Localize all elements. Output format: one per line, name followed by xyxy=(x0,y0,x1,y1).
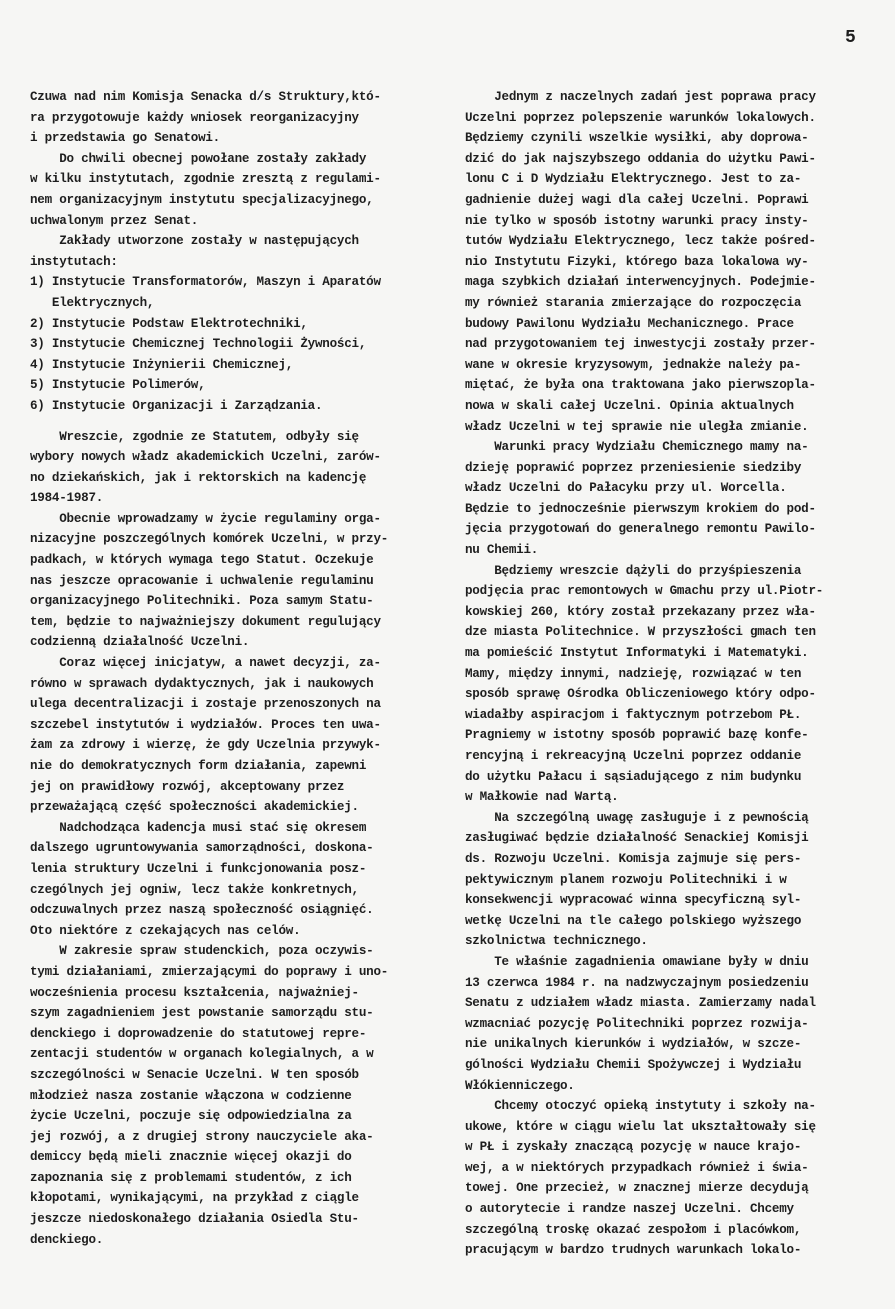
text-line: miętać, że była ona traktowana jako pierwszopla- xyxy=(465,378,816,393)
text-line: gólności Wydziału Chemii Spożywczej i Wydziału xyxy=(465,1057,802,1072)
text-line: odczuwalnych przez naszą społeczność osiągnięć. xyxy=(30,903,374,918)
text-line: rencyjną i rekreacyjną Uczelni poprzez oddanie xyxy=(465,749,802,763)
text-line: szczególności w Senacie Uczelni. W ten sposób xyxy=(30,1067,359,1082)
text-line: towej. One przecież, w znacznej mierze decydują xyxy=(465,1181,809,1196)
text-line: Zakłady utworzone zostały w następujących xyxy=(30,234,359,249)
text-line: 6) Instytucie Organizacji i Zarządzania. xyxy=(30,398,323,413)
text-line: denckiego i doprowadzenie do statutowej repre- xyxy=(30,1026,367,1041)
text-line: nizacyjne poszczególnych komórek Uczelni, w przy- xyxy=(30,532,389,547)
text-line: wiadałby aspiracjom i faktycznym potrzebom PŁ. xyxy=(465,707,802,722)
text-line: dzieję poprawić poprzez przeniesienie siedziby xyxy=(465,460,802,475)
text-line: przeważającą część społeczności akademickiej. xyxy=(30,800,359,815)
text-line: Jednym z naczelnych zadań jest poprawa pracy xyxy=(465,90,816,104)
text-line: nowa w skali całej Uczelni. Opinia aktualnych xyxy=(465,398,794,413)
text-line: zentacji studentów w organach kolegialnych, a w xyxy=(30,1047,374,1062)
right-column xyxy=(465,87,875,1261)
text-line: Senatu z udziałem władz miasta. Zamierzamy nadal xyxy=(465,996,816,1011)
text-line: denckiego. xyxy=(30,1232,104,1247)
text-line: Do chwili obecnej powołane zostały zakłady xyxy=(30,151,367,166)
text-line: życie Uczelni, poczuje się odpowiedzialna za xyxy=(30,1109,352,1124)
text-line: W zakresie spraw studenckich, poza oczywis- xyxy=(30,944,374,959)
text-line: 3) Instytucie Chemicznej Technologii Żywności, xyxy=(30,337,367,352)
text-line: wej, a w niektórych przypadkach również i świa- xyxy=(465,1160,809,1175)
text-line: 1) Instytucie Transformatorów, Maszyn i Aparatów xyxy=(30,275,381,290)
text-line: nad przygotowaniem tej inwestycji zostały przer- xyxy=(465,337,816,352)
text-line: Te właśnie zagadnienia omawiane były w dniu xyxy=(465,954,809,969)
text-line: władz Uczelni w tej sprawie nie uległa zmianie. xyxy=(465,419,809,434)
text-line: nio Instytutu Fizyki, którego baza lokalowa wy- xyxy=(465,254,809,269)
text-line: jeszcze niedoskonałego działania Osiedla Stu- xyxy=(30,1212,359,1227)
text-line: 4) Instytucie Inżynierii Chemicznej, xyxy=(30,357,294,372)
text-line: nas jeszcze opracowanie i uchwalenie regulaminu xyxy=(30,573,374,588)
text-line: zapoznania się z problemami studentów, z ich xyxy=(30,1170,352,1185)
text-line: wane w okresie kryzysowym, jednakże należy pa- xyxy=(465,357,802,372)
text-line: 13 czerwca 1984 r. na nadzwyczajnym posiedzeniu xyxy=(465,975,809,990)
text-line: zasługiwać będzie działalność Senackiej Komisji xyxy=(465,831,809,846)
text-line: maga szybkich działań interwencyjnych. Podejmie- xyxy=(465,275,816,290)
text-line: lonu C i D Wydziału Elektrycznego. Jest to za- xyxy=(465,172,802,187)
paragraph-gap xyxy=(30,417,440,427)
text-line: Będziemy wreszcie dążyli do przyśpieszenia xyxy=(465,563,802,578)
text-line: Oto niektóre z czekających nas celów. xyxy=(30,923,301,938)
text-line: i przedstawia go Senatowi. xyxy=(30,131,220,146)
text-line: uchwalonym przez Senat. xyxy=(30,213,199,228)
text-line: Pragniemy w istotny sposób poprawić bazę konfe- xyxy=(465,728,809,743)
text-line: padkach, w których wymaga tego Statut. Oczekuje xyxy=(30,553,374,568)
text-line: ra przygotowuje każdy wniosek reorganizacyjny xyxy=(30,110,359,125)
text-line: równo w sprawach dydaktycznych, jak i naukowych xyxy=(30,676,374,691)
text-line: lenia struktury Uczelni i funkcjonowania posz- xyxy=(30,861,367,876)
text-line: ulega decentralizacji i zostaje przenoszonych na xyxy=(30,697,381,712)
text-line: gadnienie dużej wagi dla całej Uczelni. Poprawi xyxy=(465,192,809,207)
text-line: w PŁ i zyskały znaczącą pozycję w nauce krajo- xyxy=(465,1140,802,1155)
text-line: Warunki pracy Wydziału Chemicznego mamy na- xyxy=(465,440,809,455)
text-line: budowy Pawilonu Wydziału Mechanicznego. Prace xyxy=(465,316,794,331)
text-line: nu Chemii. xyxy=(465,543,539,558)
text-line: Włókienniczego. xyxy=(465,1078,575,1093)
text-line: wetkę Uczelni na tle całego polskiego wyższego xyxy=(465,913,802,928)
text-line: tymi działaniami, zmierzającymi do poprawy i uno- xyxy=(30,964,389,979)
text-line: Czuwa nad nim Komisja Senacka d/s Struktury,któ- xyxy=(30,90,381,104)
text-line: instytutach: xyxy=(30,254,118,269)
text-line: w kilku instytutach, zgodnie zresztą z regulami- xyxy=(30,172,381,187)
text-line: demiccy będą mieli znacznie więcej okazji do xyxy=(30,1150,352,1165)
text-line: Coraz więcej inicjatyw, a nawet decyzji, za- xyxy=(30,656,381,671)
text-line: tutów Wydziału Elektrycznego, lecz także pośred- xyxy=(465,234,816,249)
text-line: o autorytecie i randze naszej Uczelni. Chcemy xyxy=(465,1202,794,1217)
text-line: Będziemy czynili wszelkie wysiłki, aby doprowa- xyxy=(465,131,809,146)
text-line: nem organizacyjnym instytutu specjalizacyjnego, xyxy=(30,192,374,207)
text-line: Wreszcie, zgodnie ze Statutem, odbyły się xyxy=(30,429,359,444)
text-line: organizacyjnego Politechniki. Poza samym Statu- xyxy=(30,594,374,609)
text-line: jej rozwój, a z drugiej strony nauczyciele aka- xyxy=(30,1129,374,1144)
text-line: ds. Rozwoju Uczelni. Komisja zajmuje się pers- xyxy=(465,851,802,866)
text-line: czególnych jej ogniw, lecz także konkretnych, xyxy=(30,882,359,897)
text-line: szkolnictwa technicznego. xyxy=(465,934,648,949)
text-line: Obecnie wprowadzamy w życie regulaminy orga- xyxy=(30,511,381,526)
text-line: Mamy, między innymi, nadzieję, rozwiązać w ten xyxy=(465,666,802,681)
text-line: dze miasta Politechnice. W przyszłości gmach ten xyxy=(465,625,816,640)
text-line: wocześnienia procesu kształcenia, najważniej- xyxy=(30,985,359,1000)
text-line: Chcemy otoczyć opieką instytuty i szkoły na- xyxy=(465,1099,816,1114)
text-line: kłopotami, wynikającymi, na przykład z ciągle xyxy=(30,1191,359,1206)
text-line: w Małkowie nad Wartą. xyxy=(465,790,619,805)
text-line: do użytku Pałacu i sąsiadującego z nim budynku xyxy=(465,769,802,784)
text-line: dalszego ugruntowywania samorządności, doskona- xyxy=(30,841,374,856)
text-line: jej on prawidłowy rozwój, akceptowany przez xyxy=(30,779,345,794)
text-line: 5) Instytucie Polimerów, xyxy=(30,378,206,393)
text-line: my również starania zmierzające do rozpoczęcia xyxy=(465,295,802,310)
text-line: 2) Instytucie Podstaw Elektrotechniki, xyxy=(30,316,308,331)
text-line: 1984-1987. xyxy=(30,491,104,506)
text-line: Nadchodząca kadencja musi stać się okresem xyxy=(30,820,367,835)
text-line: Elektrycznych, xyxy=(30,295,155,310)
text-line: szym zagadnieniem jest powstanie samorządu stu- xyxy=(30,1006,374,1021)
text-line: władz Uczelni do Pałacyku przy ul. Worcella. xyxy=(465,481,787,496)
text-line: szczególną troskę okazać zespołom i placówkom, xyxy=(465,1222,802,1237)
text-line: jęcia przygotowań do generalnego remontu Pawilo- xyxy=(465,522,816,537)
text-line: żam za zdrowy i wierzę, że gdy Uczelnia przywyk- xyxy=(30,738,381,753)
text-line: no dziekańskich, jak i rektorskich na kadencję xyxy=(30,470,367,485)
text-line: nie tylko w sposób istotny warunki pracy insty- xyxy=(465,213,809,228)
text-line: pektywicznym planem rozwoju Politechniki i w xyxy=(465,872,787,887)
text-line: Będzie to jednocześnie pierwszym krokiem do pod- xyxy=(465,501,816,516)
text-line: codzienną działalność Uczelni. xyxy=(30,635,250,650)
text-line: konsekwencji wypracować winna specyficzną syl- xyxy=(465,893,802,908)
text-line: Na szczególną uwagę zasługuje i z pewnością xyxy=(465,810,809,825)
text-line: szczebel instytutów i wydziałów. Proces ten uwa- xyxy=(30,717,381,732)
page-number: 5 xyxy=(845,28,856,48)
text-line: nie do demokratycznych form działania, zapewni xyxy=(30,759,367,773)
text-line: ma pomieścić Instytut Informatyki i Matematyki. xyxy=(465,646,809,661)
text-line: ukowe, które w ciągu wielu lat ukształtowały się xyxy=(465,1119,816,1134)
text-line: tem, będzie to najważniejszy dokument regulujący xyxy=(30,614,381,629)
text-line: Uczelni poprzez polepszenie warunków lokalowych. xyxy=(465,110,816,125)
text-line: nie unikalnych kierunków i wydziałów, w szcze- xyxy=(465,1037,802,1052)
text-line: pracującym w bardzo trudnych warunkach lokalo- xyxy=(465,1243,802,1258)
text-line: sposób sprawę Ośrodka Obliczeniowego który odpo- xyxy=(465,687,816,702)
text-line: kowskiej 260, który został przekazany przez wła- xyxy=(465,604,816,619)
text-line: podjęcia prac remontowych w Gmachu przy ul.Piotr- xyxy=(465,584,824,599)
text-line: młodzież nasza zostanie włączona w codzienne xyxy=(30,1088,352,1103)
text-line: wybory nowych władz akademickich Uczelni, zarów- xyxy=(30,450,381,465)
text-line: wzmacniać pozycję Politechniki poprzez rozwija- xyxy=(465,1016,809,1031)
left-column xyxy=(30,87,440,1250)
text-line: dzić do jak najszybszego oddania do użytku Pawi- xyxy=(465,151,816,166)
